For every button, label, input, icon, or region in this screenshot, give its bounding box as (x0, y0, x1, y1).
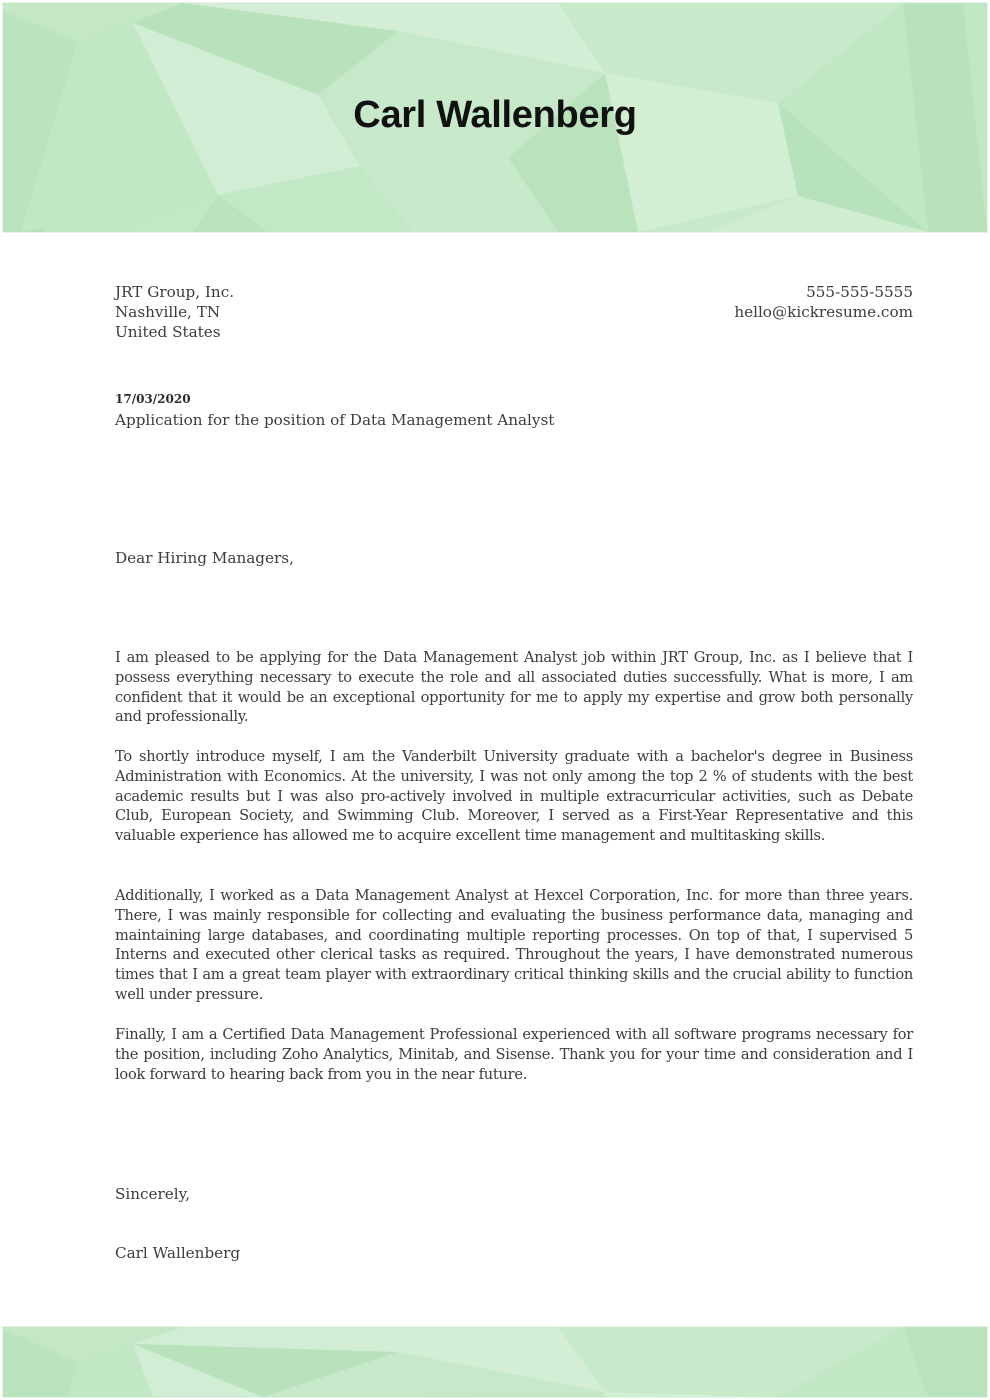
footer-banner (3, 1327, 987, 1397)
closing: Sincerely, (115, 1185, 191, 1203)
email-address: hello@kickresume.com (734, 303, 913, 321)
body-paragraph: I am pleased to be applying for the Data Management Analyst job within JRT Group, Inc. as I believe that I possess everything necessary to execute the role and all associated duties successfully. What is more, I am confident that it would be an exceptional opportunity for me to apply my expertise and grow both personally and professionally. (115, 649, 913, 726)
sender-contact (734, 282, 913, 322)
recipient-address (115, 282, 234, 342)
letter-subject: Application for the position of Data Management Analyst (115, 411, 555, 429)
recipient-country: United States (115, 323, 221, 341)
phone-number: 555-555-5555 (806, 283, 913, 301)
recipient-company: JRT Group, Inc. (115, 283, 235, 301)
applicant-name-title: Carl Wallenberg (353, 94, 637, 136)
body-paragraph: To shortly introduce myself, I am the Vanderbilt University graduate with a bachelor's degree in Business Administration with Economics. At the university, I was not only among the top 2 % of students with the best academic results but I was also pro-actively involved in multiple extracurricular activities, such as Debate Club, European Society, and Swimming Club. Moreover, I served as a First-Year Representative and this valuable experience has allowed me to acquire excellent time management and multitasking skills. (115, 748, 913, 845)
body-paragraph: Additionally, I worked as a Data Management Analyst at Hexcel Corporation, Inc. for more than three years. There, I was mainly responsible for collecting and evaluating the business performance data, managing and maintaining large databases, and coordinating multiple reporting processes. On top of that, I supervised 5 Interns and executed other clerical tasks as required. Throughout the years, I have demonstrated numerous times that I am a great team player with extraordinary critical thinking skills and the crucial ability to function well under pressure. (115, 887, 913, 1003)
body-paragraph: Finally, I am a Certified Data Management Professional experienced with all software programs necessary for the position, including Zoho Analytics, Minitab, and Sisense. Thank you for your time and consideration and I look forward to hearing back from you in the near future. (115, 1026, 913, 1083)
recipient-city: Nashville, TN (115, 303, 221, 321)
low-poly-pattern (3, 1327, 987, 1397)
header-banner (3, 3, 987, 232)
salutation: Dear Hiring Managers, (115, 549, 294, 567)
letter-date: 17/03/2020 (115, 392, 191, 406)
signature: Carl Wallenberg (115, 1244, 241, 1262)
